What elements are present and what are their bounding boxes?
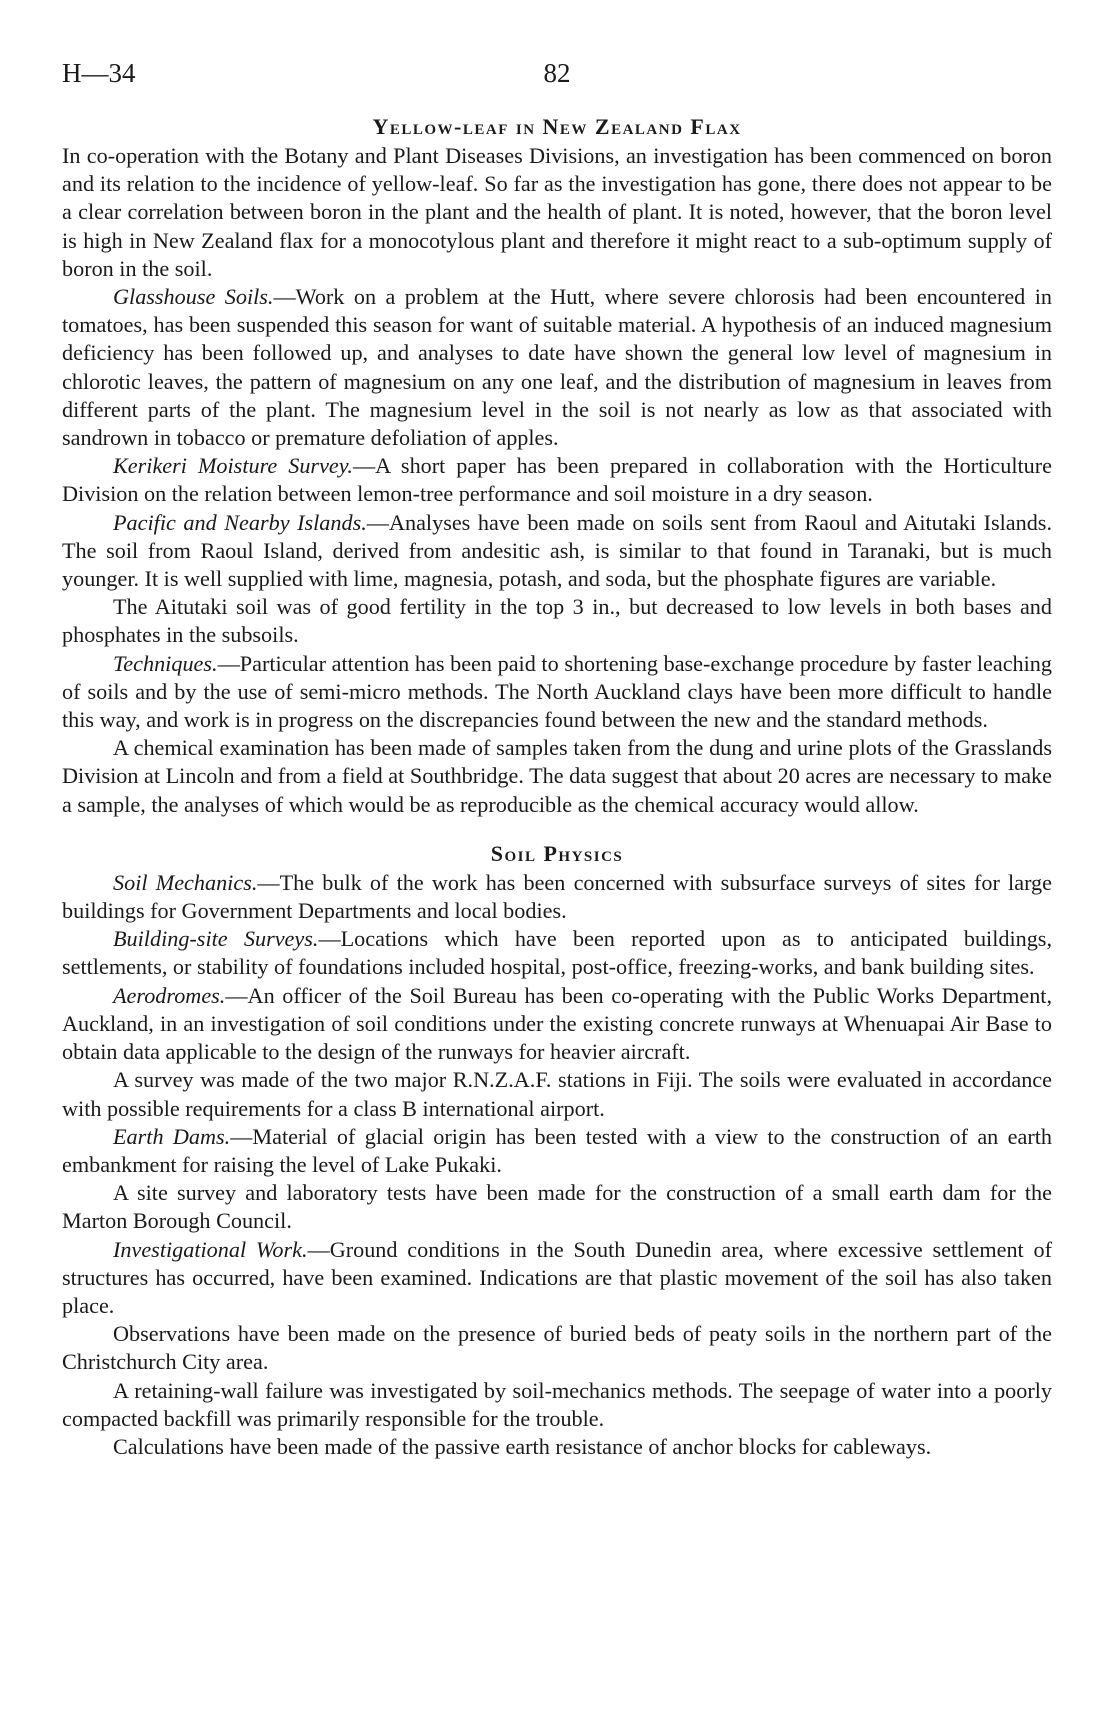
paragraph <box>62 734 1052 819</box>
paragraph-text: —An officer of the Soil Bureau has been co-operating with the Public Works Department, Auckland, in an investigation of soil conditions under the existing concrete runways at Whenuapai Air Base to obtain data applicable to the design of the runways for heavier aircraft. <box>62 982 1052 1065</box>
paragraph <box>62 1433 1052 1461</box>
paragraph <box>62 925 1052 981</box>
paragraph <box>62 1179 1052 1235</box>
paragraph-text: The Aitutaki soil was of good fertility in the top 3 in., but decreased to low levels in both bases and phosphates in the subsoils. <box>62 594 1052 648</box>
paragraph <box>62 650 1052 735</box>
body-column <box>62 112 1052 1461</box>
paragraph-text: —Analyses have been made on soils sent from Raoul and Aitutaki Islands. The soil from Raoul Island, derived from andesitic ash, is similar to that found in Taranaki, but is much younger. It is well supplied with lime, magnesia, potash, and soda, but the phosphate figures are variable. <box>62 509 1052 592</box>
paragraph-text: A chemical examination has been made of samples taken from the dung and urine plots of the Grasslands Division at Lincoln and from a field at Southbridge. The data suggest that about 20 acres are necessary to make a sample, the analyses of which would be as reproducible as the chemical accuracy would allow. <box>62 735 1052 817</box>
page-number: 82 <box>543 58 571 88</box>
paragraph-text: A retaining-wall failure was investigated by soil-mechanics methods. The seepage of water into a poorly compacted backfill was primarily responsible for the trouble. <box>62 1377 1052 1431</box>
paragraph-text: Observations have been made on the presence of buried beds of peaty soils in the northern part of the Christchurch City area. <box>62 1321 1052 1375</box>
paragraph <box>62 509 1052 594</box>
paragraph <box>62 1377 1052 1433</box>
paragraph-text: —Locations which have been reported upon as to anticipated buildings, settlements, or stability of foundations included hospital, post-office, freezing-works, and bank building sites. <box>62 926 1052 980</box>
paragraph <box>62 1320 1052 1376</box>
paragraph <box>62 283 1052 452</box>
paragraph <box>62 869 1052 925</box>
paragraph-lead: Glasshouse Soils. <box>113 284 274 310</box>
paragraph-lead: Earth Dams. <box>113 1123 231 1149</box>
paragraph-text: In co-operation with the Botany and Plant Diseases Divisions, an investigation has been commenced on boron and its relation to the incidence of yellow-leaf. So far as the investigation has gone, there does not appear to be a clear correlation between boron in the plant and the health of plant. It is noted, however, that the boron level is high in New Zealand flax for a monocotylous plant and therefore it might react to a sub-optimum supply of boron in the soil. <box>62 143 1052 281</box>
paragraph-lead: Aerodromes. <box>113 982 226 1008</box>
paragraph-text: A site survey and laboratory tests have been made for the construction of a small earth dam for the Marton Borough Council. <box>62 1180 1052 1234</box>
paragraph-lead: Building-site Surveys. <box>113 926 319 952</box>
section-heading: Soil Physics <box>490 840 624 866</box>
paragraph <box>62 142 1052 283</box>
document-reference: H—34 <box>62 58 136 88</box>
paragraph-lead: Kerikeri Moisture Survey. <box>113 453 353 479</box>
paragraph-lead: Investigational Work. <box>113 1236 308 1262</box>
paragraph-text: —Ground conditions in the South Dunedin area, where excessive settlement of structures has occurred, have been examined. Indications are that plastic movement of the soil has also taken place. <box>62 1236 1053 1318</box>
paragraph <box>62 982 1052 1067</box>
paragraph-text: —A short paper has been prepared in collaboration with the Horticulture Division on the relation between lemon-tree performance and soil moisture in a dry season. <box>62 453 1052 507</box>
paragraph-text: —Work on a problem at the Hutt, where severe chlorosis had been encountered in tomatoes, has been suspended this season for want of suitable material. A hypothesis of an induced magnesium deficiency has been followed up, and analyses to date have shown the general low level of magnesium in chlorotic leaves, the pattern of magnesium on any one leaf, and the distribution of magnesium in leaves from different parts of the plant. The magnesium level in the soil is not nearly as low as that associated with sandrown in tobacco or premature defoliation of apples. <box>62 284 1052 451</box>
paragraph <box>62 1066 1052 1122</box>
paragraph-lead: Soil Mechanics. <box>113 869 258 895</box>
paragraph-text: Calculations have been made of the passive earth resistance of anchor blocks for cableways. <box>113 1433 932 1459</box>
paragraph-text: —The bulk of the work has been concerned with subsurface surveys of sites for large buildings for Government Departments and local bodies. <box>62 869 1052 924</box>
page-header <box>62 58 1052 94</box>
paragraph-text: —Particular attention has been paid to shortening base-exchange procedure by faster leaching of soils and by the use of semi-micro methods. The North Auckland clays have been more difficult to handle this way, and work is in progress on the discrepancies found between the new and the standard methods. <box>62 650 1052 733</box>
paragraph <box>62 593 1052 649</box>
paragraph <box>62 452 1052 508</box>
section-heading: Yellow-leaf in New Zealand Flax <box>372 114 742 139</box>
paragraph-lead: Techniques. <box>113 650 218 676</box>
paragraph-text: —Material of glacial origin has been tested with a view to the construction of an earth embankment for raising the level of Lake Pukaki. <box>62 1123 1052 1177</box>
paragraph-text: A survey was made of the two major R.N.Z.A.F. stations in Fiji. The soils were evaluated in accordance with possible requirements for a class B international airport. <box>62 1067 1052 1121</box>
paragraph <box>62 1123 1052 1179</box>
paragraph <box>62 1236 1052 1321</box>
paragraph-lead: Pacific and Nearby Islands. <box>113 509 367 535</box>
